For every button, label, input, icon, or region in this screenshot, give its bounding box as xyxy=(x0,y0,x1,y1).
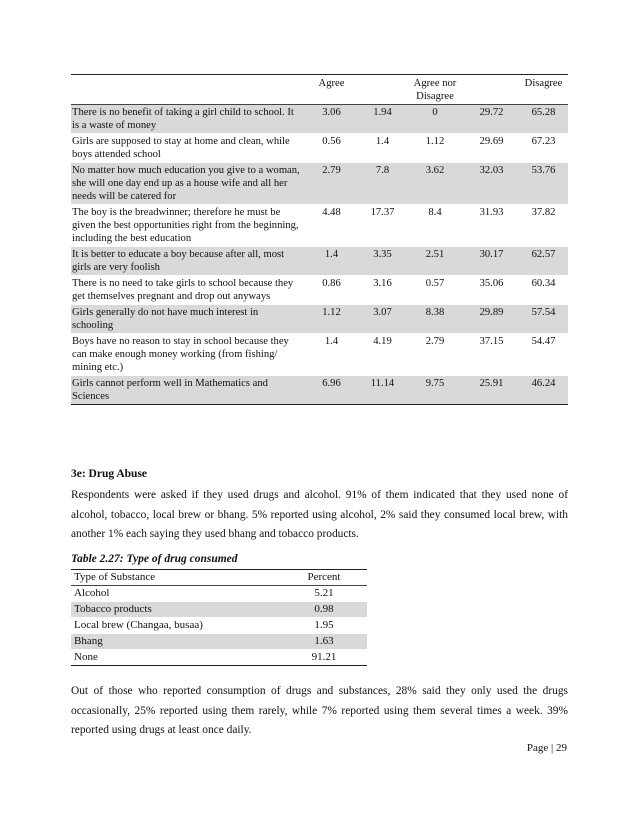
header-blank-2 xyxy=(464,75,519,105)
value-cell: 1.94 xyxy=(373,107,392,118)
percent-cell: 91.21 xyxy=(311,651,337,663)
value-cell: 1.12 xyxy=(425,136,445,147)
value-cell: 29.72 xyxy=(479,107,504,118)
header-statement xyxy=(71,75,304,105)
substance-cell: None xyxy=(74,651,98,663)
value-cell: 1.4 xyxy=(375,136,390,147)
value-cell: 4.19 xyxy=(373,336,392,347)
table-row xyxy=(71,376,568,405)
statement-cell: Girls cannot perform well in Mathematics and Sciences xyxy=(72,378,268,402)
value-cell: 57.54 xyxy=(531,307,556,318)
header-blank-1 xyxy=(359,75,406,105)
value-cell: 29.69 xyxy=(479,136,504,147)
value-cell: 2.51 xyxy=(425,249,445,260)
value-cell: 67.23 xyxy=(531,136,556,147)
section-heading: 3e: Drug Abuse xyxy=(71,468,148,480)
statement-cell: There is no benefit of taking a girl child to school. It is a waste of money xyxy=(72,107,294,131)
substance-table xyxy=(71,569,367,666)
value-cell: 37.15 xyxy=(479,336,504,347)
value-cell: 25.91 xyxy=(479,378,504,389)
value-cell: 31.93 xyxy=(479,207,504,218)
value-cell: 60.34 xyxy=(531,278,556,289)
value-cell: 1.12 xyxy=(322,307,341,318)
value-cell: 9.75 xyxy=(425,378,445,389)
substance-cell: Tobacco products xyxy=(74,603,152,615)
percent-cell: 1.63 xyxy=(314,635,334,647)
table-row xyxy=(71,334,568,376)
table-caption: Table 2.27: Type of drug consumed xyxy=(71,553,238,565)
substance-table-header-row xyxy=(71,570,367,586)
table-row xyxy=(71,205,568,247)
statement-cell: It is better to educate a boy because after all, most girls are very foolish xyxy=(72,249,285,273)
value-cell: 8.38 xyxy=(425,307,445,318)
header-substance: Type of Substance xyxy=(74,571,156,583)
value-cell: 32.03 xyxy=(479,165,504,176)
table-row xyxy=(71,105,568,134)
value-cell: 11.14 xyxy=(370,378,395,389)
value-cell: 53.76 xyxy=(531,165,556,176)
header-neutral: Agree nor Disagree xyxy=(413,78,457,102)
paragraph-drug-use: Respondents were asked if they used drugs and alcohol. 91% of them indicated that they used none of alcohol, tobacco, local brew or bhang. 5% reported using alcohol, 2% said they consumed local brew, with another 1% each saying they used bhang and tobacco products. xyxy=(71,489,568,540)
value-cell: 3.06 xyxy=(322,107,341,118)
value-cell: 17.37 xyxy=(370,207,395,218)
substance-cell: Alcohol xyxy=(74,587,110,599)
table-row xyxy=(71,247,568,276)
table-row xyxy=(71,618,367,634)
value-cell: 30.17 xyxy=(479,249,504,260)
table-row xyxy=(71,602,367,618)
table-row xyxy=(71,134,568,163)
value-cell: 62.57 xyxy=(531,249,556,260)
value-cell: 2.79 xyxy=(425,336,445,347)
table-row xyxy=(71,586,367,602)
value-cell: 54.47 xyxy=(531,336,556,347)
percent-cell: 5.21 xyxy=(314,587,334,599)
value-cell: 37.82 xyxy=(531,207,556,218)
value-cell: 2.79 xyxy=(322,165,341,176)
statement-cell: Girls are supposed to stay at home and clean, while boys attended school xyxy=(72,136,290,160)
value-cell: 0.86 xyxy=(322,278,341,289)
table-row xyxy=(71,650,367,666)
value-cell: 4.48 xyxy=(322,207,341,218)
value-cell: 1.4 xyxy=(324,336,339,347)
attitude-table xyxy=(71,74,568,405)
header-disagree: Disagree xyxy=(524,78,563,89)
attitude-table-header-row xyxy=(71,75,568,105)
value-cell: 1.4 xyxy=(324,249,339,260)
value-cell: 0.56 xyxy=(322,136,341,147)
statement-cell: The boy is the breadwinner; therefore he must be given the best opportunities right from the beginning, including the best education xyxy=(72,207,299,244)
statement-cell: No matter how much education you give to a woman, she will one day end up as a house wife and all her needs will be catered for xyxy=(72,165,300,202)
value-cell: 3.16 xyxy=(373,278,392,289)
statement-cell: Boys have no reason to stay in school because they can make enough money working (from fishing/ mining etc.) xyxy=(72,336,289,373)
percent-cell: 0.98 xyxy=(314,603,334,615)
value-cell: 0 xyxy=(432,107,438,118)
value-cell: 35.06 xyxy=(479,278,504,289)
substance-cell: Local brew (Changaa, busaa) xyxy=(74,619,203,631)
value-cell: 3.35 xyxy=(373,249,392,260)
value-cell: 6.96 xyxy=(322,378,341,389)
value-cell: 65.28 xyxy=(531,107,556,118)
substance-cell: Bhang xyxy=(74,635,103,647)
paragraph-frequency: Out of those who reported consumption of drugs and substances, 28% said they only used the drugs occasionally, 25% reported using them rarely, while 7% reported using them several times a week. 39% reported using drugs at least once daily. xyxy=(71,685,568,736)
table-row xyxy=(71,305,568,334)
value-cell: 7.8 xyxy=(375,165,390,176)
value-cell: 8.4 xyxy=(428,207,442,218)
value-cell: 3.62 xyxy=(425,165,445,176)
table-row xyxy=(71,163,568,205)
value-cell: 46.24 xyxy=(531,378,556,389)
table-row xyxy=(71,276,568,305)
percent-cell: 1.95 xyxy=(314,619,334,631)
header-agree: Agree xyxy=(318,78,345,89)
statement-cell: There is no need to take girls to school because they get themselves pregnant and drop out anyways xyxy=(72,278,294,302)
value-cell: 3.07 xyxy=(373,307,392,318)
header-percent: Percent xyxy=(307,571,341,583)
value-cell: 0.57 xyxy=(425,278,445,289)
table-row xyxy=(71,634,367,650)
statement-cell: Girls generally do not have much interest in schooling xyxy=(72,307,259,331)
value-cell: 29.89 xyxy=(479,307,504,318)
page-number: Page | 29 xyxy=(526,742,567,754)
